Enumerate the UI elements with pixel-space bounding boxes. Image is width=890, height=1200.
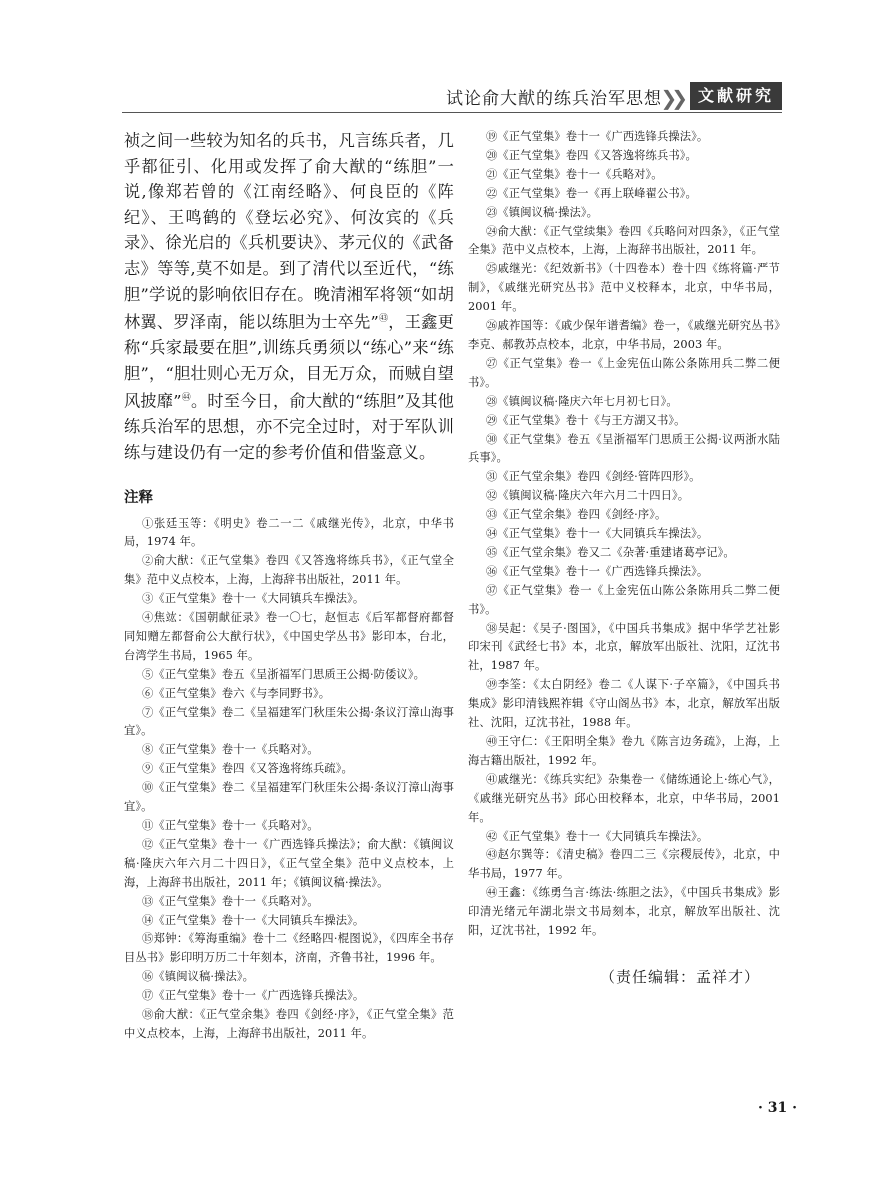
- note-item: ⑩《正气堂集》卷二《呈福建军门秋厓朱公揭·条议汀漳山海事宜》。: [124, 781, 454, 814]
- note-item: ⑯《镇闽议稿·操法》。: [142, 970, 255, 984]
- note-item: ㉜《镇闽议稿·隆庆六年六月二十四日》。: [486, 489, 690, 503]
- note-item: ③《正气堂集》卷十一《大同镇兵车操法》。: [142, 592, 365, 606]
- note-item: ㊲《正气堂集》卷一《上金宪伍山陈公条陈用兵二弊二便书》。: [468, 583, 780, 616]
- body-text: ，王鑫更称“兵家最要在胆”,训练兵勇须以“练心”来“练胆”，“胆壮则心无万众，目无万众，而贼自望风披靡”: [124, 312, 454, 411]
- note-item: ④焦竑：《国朝献征录》卷一〇七，赵恒志《后军都督府都督同知赠左都督俞公大猷行状》，《中国史学丛书》影印本，台北，台湾学生书局，1965 年。: [124, 611, 454, 662]
- note-item: ⑫《正气堂集》卷十一《广西选锋兵操法》；俞大猷：《镇闽议稿·隆庆六年六月二十四日》，《正气堂全集》范中义点校本，上海，上海辞书出版社，2011 年；《镇闽议稿·操法》。: [124, 837, 454, 889]
- notes-list-right: [468, 128, 780, 941]
- note-item: ㉗《正气堂集》卷一《上金宪伍山陈公条陈用兵二弊二便书》。: [468, 356, 780, 389]
- footnote-ref: ㊸: [379, 314, 389, 325]
- note-item: ⑤《正气堂集》卷五《呈浙福军门思质王公揭·防倭议》。: [142, 667, 425, 681]
- note-item: ㊷《正气堂集》卷十一《大同镇兵车操法》。: [486, 829, 709, 843]
- note-item: ⑧《正气堂集》卷十一《兵略对》。: [142, 743, 319, 757]
- article-title: 试论俞大猷的练兵治军思想: [446, 89, 662, 109]
- responsible-editor: （责任编辑：孟祥才）: [600, 968, 761, 986]
- body-text: 祯之间一些较为知名的兵书，凡言练兵者，几乎都征引、化用或发挥了俞大猷的“练胆”一说,像郑若曾的《江南经略》、何良臣的《阵纪》、王鸣鹤的《登坛必究》、何汝宾的《兵录》、徐光启的《兵机要诀》、茅元仪的《武备志》等等,莫不如是。到了清代以至近代，“练胆”学说的影响依旧存在。晚清湘军将领“如胡林翼、罗泽南，能以练胆为士卒先”: [124, 131, 454, 332]
- notes-list-left: [124, 515, 454, 1044]
- note-item: ㊸赵尔巽等：《清史稿》卷四二三《宗稷辰传》，北京，中华书局，1977 年。: [468, 848, 780, 881]
- note-item: ㉞《正气堂集》卷十一《大同镇兵车操法》。: [486, 527, 709, 541]
- note-item: ㉝《正气堂余集》卷四《剑经·序》。: [486, 508, 667, 522]
- note-item: ⑪《正气堂集》卷十一《兵略对》。: [142, 819, 319, 832]
- note-item: ⑥《正气堂集》卷六《与李同野书》。: [142, 686, 331, 700]
- note-item: ㉔俞大猷：《正气堂续集》卷四《兵略问对四条》，《正气堂全集》范中义点校本，上海，上海辞书出版社，2011 年。: [468, 224, 780, 257]
- running-header: [122, 82, 782, 112]
- note-item: ㉓《镇闽议稿·操法》。: [486, 205, 599, 219]
- header-divider: [122, 112, 782, 113]
- note-item: ⑦《正气堂集》卷二《呈福建军门秋厓朱公揭·条议汀漳山海事宜》。: [124, 705, 454, 738]
- note-item: ⑲《正气堂集》卷十一《广西选锋兵操法》。: [486, 130, 709, 143]
- note-item: ㉒《正气堂集》卷一《再上联峰翟公书》。: [486, 186, 697, 200]
- note-item: ⑱俞大猷：《正气堂余集》卷四《剑经·序》，《正气堂全集》范中义点校本，上海，上海辞书出版社，2011 年。: [124, 1008, 454, 1040]
- note-item: ㊴李筌：《太白阴经》卷二《人谋下·子卒篇》，《中国兵书集成》影印清钱熙祚辑《守山阁丛书》本，北京，解放军出版社、沈阳，辽沈书社，1988 年。: [468, 678, 780, 730]
- chevron-right-icon: ❯❯: [660, 86, 682, 110]
- right-column: [468, 128, 780, 941]
- notes-heading: 注释: [124, 489, 153, 506]
- note-item: ㊹王鑫：《练勇刍言·练法·练胆之法》，《中国兵书集成》影印清光绪元年湖北崇文书局刻本，北京，解放军出版社、沈阳，辽沈书社，1992 年。: [468, 886, 780, 938]
- body-text: 。时至今日，俞大猷的“练胆”及其他练兵治军的思想，亦不完全过时，对于军队训练与建设仍有一定的参考价值和借鉴意义。: [124, 391, 455, 462]
- note-item: ㉟《正气堂余集》卷又二《杂著·重建诸葛亭记》。: [486, 545, 735, 559]
- note-item: ㉛《正气堂余集》卷四《剑经·管阵四形》。: [486, 470, 701, 484]
- note-item: ㊱《正气堂集》卷十一《广西选锋兵操法》。: [486, 564, 709, 578]
- note-item: ⑰《正气堂集》卷十一《广西选锋兵操法》。: [142, 989, 365, 1003]
- note-item: ⑭《正气堂集》卷十一《大同镇兵车操法》。: [142, 913, 365, 927]
- note-item: ⑬《正气堂集》卷十一《兵略对》。: [142, 894, 319, 908]
- note-item: ②俞大猷：《正气堂集》卷四《又答逸将练兵书》，《正气堂全集》范中义点校本，上海，上海辞书出版社，2011 年。: [124, 554, 454, 587]
- note-item: ①张廷玉等：《明史》卷二一二《戚继光传》，北京，中华书局，1974 年。: [124, 516, 454, 549]
- note-item: ⑮郑钟：《筹海重编》卷十二《经略四·棍图说》，《四库全书存目丛书》影印明万历二十年刻本，济南，齐鲁书社，1996 年。: [124, 932, 454, 965]
- note-item: ㊶戚继光：《练兵实纪》杂集卷一《储练通论上·练心气》，《戚继光研究丛书》邱心田校释本，北京，中华书局，2001 年。: [468, 772, 780, 824]
- body-paragraph: [124, 128, 454, 466]
- page-number: · 31 ·: [758, 1100, 797, 1116]
- note-item: ⑨《正气堂集》卷四《又答逸将练兵疏》。: [142, 762, 353, 776]
- note-item: ⑳《正气堂集》卷四《又答逸将练兵书》。: [486, 148, 697, 162]
- note-item: ㉙《正气堂集》卷十《与王方湖又书》。: [486, 413, 686, 427]
- footnote-ref: ㊹: [181, 393, 191, 404]
- note-item: ㊳吴起：《吴子·图国》，《中国兵书集成》据中华学艺社影印宋刊《武经七书》本，北京，解放军出版社、沈阳，辽沈书社，1987 年。: [468, 621, 780, 673]
- note-item: ㊵王守仁：《王阳明全集》卷九《陈言边务疏》，上海，上海古籍出版社，1992 年。: [468, 735, 780, 767]
- note-item: ㉕戚继光：《纪效新书》（十四卷本）卷十四《练将篇·严节制》，《戚继光研究丛书》范中义校释本，北京，中华书局，2001 年。: [468, 262, 780, 314]
- note-item: ㉘《镇闽议稿·隆庆六年七月初七日》。: [486, 394, 678, 408]
- note-item: ㉑《正气堂集》卷十一《兵略对》。: [486, 167, 663, 181]
- note-item: ㉖戚祚国等：《戚少保年谱耆编》卷一，《戚继光研究丛书》李克、郝教苏点校本，北京，中华书局，2003 年。: [468, 319, 780, 351]
- note-item: ㉚《正气堂集》卷五《呈浙福军门思质王公揭·议两浙水陆兵事》。: [468, 432, 780, 465]
- left-column: [124, 128, 454, 1044]
- section-badge: 文献研究: [690, 82, 782, 110]
